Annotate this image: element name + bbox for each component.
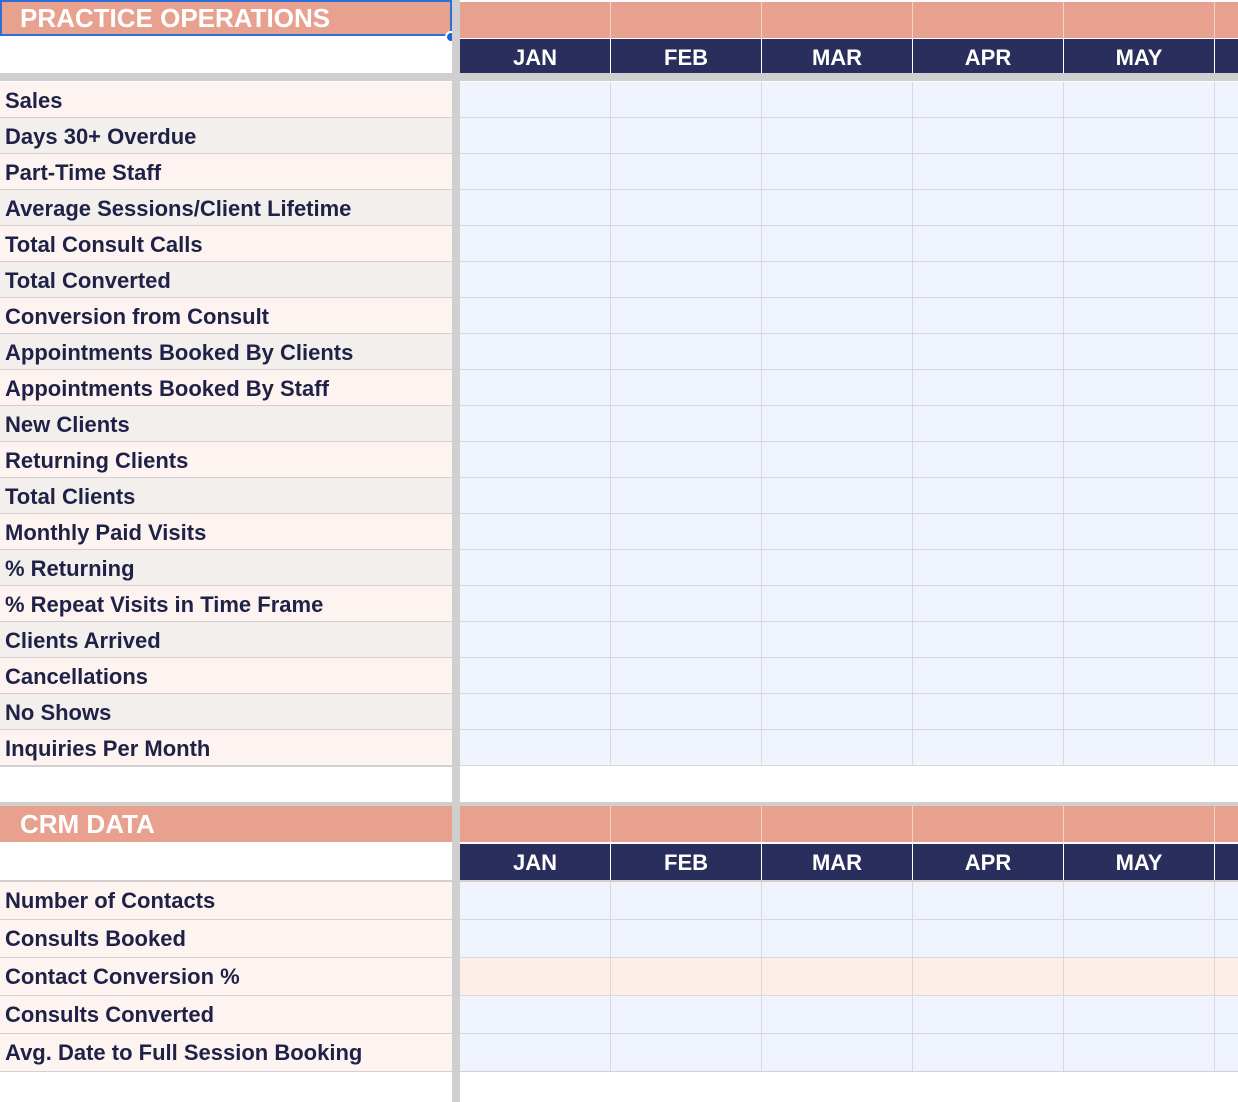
data-cell[interactable] bbox=[1064, 514, 1215, 550]
data-cell[interactable] bbox=[913, 154, 1064, 190]
data-cell[interactable] bbox=[762, 586, 913, 622]
data-cell[interactable] bbox=[1064, 730, 1215, 766]
data-cell[interactable] bbox=[762, 658, 913, 694]
data-cell[interactable] bbox=[460, 82, 611, 118]
data-cell[interactable] bbox=[611, 298, 762, 334]
data-cell[interactable] bbox=[762, 190, 913, 226]
data-cell[interactable] bbox=[460, 298, 611, 334]
data-cell[interactable] bbox=[1064, 550, 1215, 586]
data-cell[interactable] bbox=[762, 298, 913, 334]
data-cell[interactable] bbox=[1215, 154, 1238, 190]
data-cell[interactable] bbox=[913, 118, 1064, 154]
data-cell[interactable] bbox=[1215, 658, 1238, 694]
data-cell[interactable] bbox=[1215, 958, 1238, 996]
month-band-cell[interactable] bbox=[913, 2, 1064, 38]
data-cell[interactable] bbox=[913, 262, 1064, 298]
data-cell[interactable] bbox=[1215, 262, 1238, 298]
data-cell[interactable] bbox=[460, 154, 611, 190]
data-cell[interactable] bbox=[762, 996, 913, 1034]
data-cell[interactable] bbox=[460, 406, 611, 442]
data-cell[interactable] bbox=[913, 226, 1064, 262]
data-cell[interactable] bbox=[460, 118, 611, 154]
data-cell[interactable] bbox=[762, 262, 913, 298]
row-label: Sales bbox=[0, 82, 452, 118]
data-cell[interactable] bbox=[762, 622, 913, 658]
data-cell[interactable] bbox=[913, 1034, 1064, 1072]
data-cell[interactable] bbox=[611, 154, 762, 190]
data-cell[interactable] bbox=[1064, 370, 1215, 406]
data-cell[interactable] bbox=[1064, 694, 1215, 730]
data-cell[interactable] bbox=[913, 550, 1064, 586]
data-cell[interactable] bbox=[1215, 1034, 1238, 1072]
data-cell[interactable] bbox=[1215, 622, 1238, 658]
data-cell[interactable] bbox=[460, 550, 611, 586]
month-header-feb[interactable]: FEB bbox=[611, 39, 761, 75]
data-cell[interactable] bbox=[762, 82, 913, 118]
label-divider-line bbox=[0, 766, 452, 767]
row-label: Monthly Paid Visits bbox=[0, 514, 452, 550]
row-label: Cancellations bbox=[0, 658, 452, 694]
data-cell[interactable] bbox=[1215, 478, 1238, 514]
data-cell[interactable] bbox=[611, 442, 762, 478]
data-cell[interactable] bbox=[611, 550, 762, 586]
month-band-cell[interactable] bbox=[1064, 806, 1215, 842]
data-cell[interactable] bbox=[913, 882, 1064, 920]
month-header-jan[interactable]: JAN bbox=[460, 39, 610, 75]
data-cell[interactable] bbox=[762, 226, 913, 262]
row-label: Days 30+ Overdue bbox=[0, 118, 452, 154]
data-cell[interactable] bbox=[1064, 586, 1215, 622]
data-cell[interactable] bbox=[1064, 262, 1215, 298]
data-cell[interactable] bbox=[913, 370, 1064, 406]
data-cell[interactable] bbox=[611, 514, 762, 550]
data-cell[interactable] bbox=[762, 730, 913, 766]
data-cell[interactable] bbox=[611, 226, 762, 262]
data-cell[interactable] bbox=[1064, 996, 1215, 1034]
data-cell[interactable] bbox=[460, 658, 611, 694]
data-cell[interactable] bbox=[913, 82, 1064, 118]
data-cell[interactable] bbox=[913, 298, 1064, 334]
data-cell[interactable] bbox=[913, 334, 1064, 370]
data-cell[interactable] bbox=[913, 958, 1064, 996]
data-cell[interactable] bbox=[1215, 190, 1238, 226]
month-band-cell[interactable] bbox=[460, 806, 611, 842]
data-cell[interactable] bbox=[611, 996, 762, 1034]
crm-month-header-apr[interactable]: APR bbox=[913, 844, 1063, 880]
data-cell[interactable] bbox=[1215, 550, 1238, 586]
data-cell[interactable] bbox=[611, 118, 762, 154]
data-cell[interactable] bbox=[762, 550, 913, 586]
month-band-cell[interactable] bbox=[1064, 2, 1215, 38]
data-cell[interactable] bbox=[762, 370, 913, 406]
data-cell[interactable] bbox=[762, 882, 913, 920]
data-cell[interactable] bbox=[460, 622, 611, 658]
data-cell[interactable] bbox=[762, 334, 913, 370]
row-label: Total Clients bbox=[0, 478, 452, 514]
data-cell[interactable] bbox=[913, 658, 1064, 694]
row-label: Returning Clients bbox=[0, 442, 452, 478]
row-label: Total Consult Calls bbox=[0, 226, 452, 262]
data-cell[interactable] bbox=[1064, 478, 1215, 514]
data-cell[interactable] bbox=[1215, 334, 1238, 370]
data-cell[interactable] bbox=[1215, 82, 1238, 118]
data-cell[interactable] bbox=[611, 370, 762, 406]
data-cell[interactable] bbox=[460, 920, 611, 958]
month-header-may[interactable]: MAY bbox=[1064, 39, 1214, 75]
data-cell[interactable] bbox=[762, 514, 913, 550]
data-cell[interactable] bbox=[1064, 658, 1215, 694]
data-cell[interactable] bbox=[1064, 154, 1215, 190]
data-cell[interactable] bbox=[762, 920, 913, 958]
row-label: No Shows bbox=[0, 694, 452, 730]
practice-operations-title[interactable]: PRACTICE OPERATIONS bbox=[0, 0, 452, 36]
row-label: Appointments Booked By Staff bbox=[0, 370, 452, 406]
data-cell[interactable] bbox=[1215, 996, 1238, 1034]
data-cell[interactable] bbox=[460, 586, 611, 622]
month-band-cell[interactable] bbox=[913, 806, 1064, 842]
data-cell[interactable] bbox=[460, 694, 611, 730]
data-cell[interactable] bbox=[460, 882, 611, 920]
data-cell[interactable] bbox=[913, 586, 1064, 622]
month-header-apr[interactable]: APR bbox=[913, 39, 1063, 75]
data-cell[interactable] bbox=[611, 82, 762, 118]
data-cell[interactable] bbox=[913, 622, 1064, 658]
month-band-cell[interactable] bbox=[1215, 806, 1238, 842]
data-cell[interactable] bbox=[460, 226, 611, 262]
data-cell[interactable] bbox=[913, 694, 1064, 730]
row-label: Consults Converted bbox=[0, 996, 452, 1034]
data-cell[interactable] bbox=[460, 190, 611, 226]
row-label: Clients Arrived bbox=[0, 622, 452, 658]
data-cell[interactable] bbox=[611, 586, 762, 622]
data-cell[interactable] bbox=[762, 154, 913, 190]
column-divider bbox=[452, 806, 460, 1102]
data-cell[interactable] bbox=[611, 1034, 762, 1072]
data-cell[interactable] bbox=[762, 958, 913, 996]
data-cell[interactable] bbox=[1064, 882, 1215, 920]
data-cell[interactable] bbox=[1064, 622, 1215, 658]
crm-data-title[interactable]: CRM DATA bbox=[0, 806, 452, 842]
data-cell[interactable] bbox=[460, 262, 611, 298]
data-cell[interactable] bbox=[1064, 82, 1215, 118]
row-label: Contact Conversion % bbox=[0, 958, 452, 996]
month-band-cell[interactable] bbox=[762, 806, 913, 842]
data-cell[interactable] bbox=[611, 694, 762, 730]
data-cell[interactable] bbox=[762, 694, 913, 730]
crm-month-header-may[interactable]: MAY bbox=[1064, 844, 1214, 880]
data-cell[interactable] bbox=[1215, 370, 1238, 406]
data-cell[interactable] bbox=[762, 478, 913, 514]
month-band-cell[interactable] bbox=[460, 2, 611, 38]
row-label: % Repeat Visits in Time Frame bbox=[0, 586, 452, 622]
data-cell[interactable] bbox=[1215, 118, 1238, 154]
row-label: Part-Time Staff bbox=[0, 154, 452, 190]
data-cell[interactable] bbox=[460, 334, 611, 370]
data-cell[interactable] bbox=[1064, 226, 1215, 262]
header-divider bbox=[0, 73, 1238, 81]
data-cell[interactable] bbox=[611, 334, 762, 370]
row-label: Average Sessions/Client Lifetime bbox=[0, 190, 452, 226]
row-label: New Clients bbox=[0, 406, 452, 442]
data-cell[interactable] bbox=[1064, 958, 1215, 996]
data-cell[interactable] bbox=[762, 406, 913, 442]
crm-month-header-next[interactable] bbox=[1215, 844, 1238, 880]
data-cell[interactable] bbox=[611, 622, 762, 658]
data-cell[interactable] bbox=[611, 190, 762, 226]
row-label: Total Converted bbox=[0, 262, 452, 298]
crm-month-header-mar[interactable]: MAR bbox=[762, 844, 912, 880]
bottom-line bbox=[0, 1071, 1238, 1072]
data-cell[interactable] bbox=[1215, 514, 1238, 550]
data-cell[interactable] bbox=[913, 190, 1064, 226]
data-cell[interactable] bbox=[1064, 190, 1215, 226]
data-cell[interactable] bbox=[913, 442, 1064, 478]
data-cell[interactable] bbox=[460, 958, 611, 996]
data-cell[interactable] bbox=[1064, 118, 1215, 154]
data-cell[interactable] bbox=[460, 996, 611, 1034]
data-cell[interactable] bbox=[1215, 882, 1238, 920]
row-label: Conversion from Consult bbox=[0, 298, 452, 334]
data-cell[interactable] bbox=[1215, 694, 1238, 730]
crm-month-header-jan[interactable]: JAN bbox=[460, 844, 610, 880]
data-cell[interactable] bbox=[1215, 442, 1238, 478]
row-label: Number of Contacts bbox=[0, 882, 452, 920]
row-label: Appointments Booked By Clients bbox=[0, 334, 452, 370]
data-cell[interactable] bbox=[1215, 406, 1238, 442]
crm-month-header-feb[interactable]: FEB bbox=[611, 844, 761, 880]
data-cell[interactable] bbox=[913, 920, 1064, 958]
data-cell[interactable] bbox=[1215, 730, 1238, 766]
data-cell[interactable] bbox=[1215, 298, 1238, 334]
row-label: Inquiries Per Month bbox=[0, 730, 452, 766]
data-cell[interactable] bbox=[1064, 334, 1215, 370]
data-cell[interactable] bbox=[762, 442, 913, 478]
data-cell[interactable] bbox=[1064, 298, 1215, 334]
data-cell[interactable] bbox=[1215, 226, 1238, 262]
data-cell[interactable] bbox=[611, 920, 762, 958]
row-label: % Returning bbox=[0, 550, 452, 586]
data-cell[interactable] bbox=[762, 1034, 913, 1072]
month-band-cell[interactable] bbox=[611, 806, 762, 842]
data-cell[interactable] bbox=[611, 730, 762, 766]
month-band-cell[interactable] bbox=[1215, 2, 1238, 38]
data-cell[interactable] bbox=[460, 1034, 611, 1072]
data-cell[interactable] bbox=[913, 514, 1064, 550]
data-cell[interactable] bbox=[611, 406, 762, 442]
data-cell[interactable] bbox=[460, 730, 611, 766]
data-cell[interactable] bbox=[1064, 920, 1215, 958]
data-cell[interactable] bbox=[913, 406, 1064, 442]
month-band-cell[interactable] bbox=[762, 2, 913, 38]
data-cell[interactable] bbox=[913, 996, 1064, 1034]
row-label: Consults Booked bbox=[0, 920, 452, 958]
data-cell[interactable] bbox=[913, 478, 1064, 514]
data-cell[interactable] bbox=[1064, 406, 1215, 442]
data-cell[interactable] bbox=[611, 262, 762, 298]
data-cell[interactable] bbox=[913, 730, 1064, 766]
data-cell[interactable] bbox=[460, 370, 611, 406]
data-cell[interactable] bbox=[460, 442, 611, 478]
data-cell[interactable] bbox=[1064, 442, 1215, 478]
data-cell[interactable] bbox=[762, 118, 913, 154]
data-cell[interactable] bbox=[1215, 586, 1238, 622]
month-band-cell[interactable] bbox=[611, 2, 762, 38]
data-cell[interactable] bbox=[460, 514, 611, 550]
data-cell[interactable] bbox=[1064, 1034, 1215, 1072]
column-divider bbox=[452, 0, 460, 802]
data-cell[interactable] bbox=[611, 478, 762, 514]
data-cell[interactable] bbox=[611, 958, 762, 996]
month-header-mar[interactable]: MAR bbox=[762, 39, 912, 75]
month-header-next[interactable] bbox=[1215, 39, 1238, 75]
data-cell[interactable] bbox=[460, 478, 611, 514]
row-label: Avg. Date to Full Session Booking bbox=[0, 1034, 452, 1072]
data-cell[interactable] bbox=[1215, 920, 1238, 958]
data-cell[interactable] bbox=[611, 882, 762, 920]
data-cell[interactable] bbox=[611, 658, 762, 694]
